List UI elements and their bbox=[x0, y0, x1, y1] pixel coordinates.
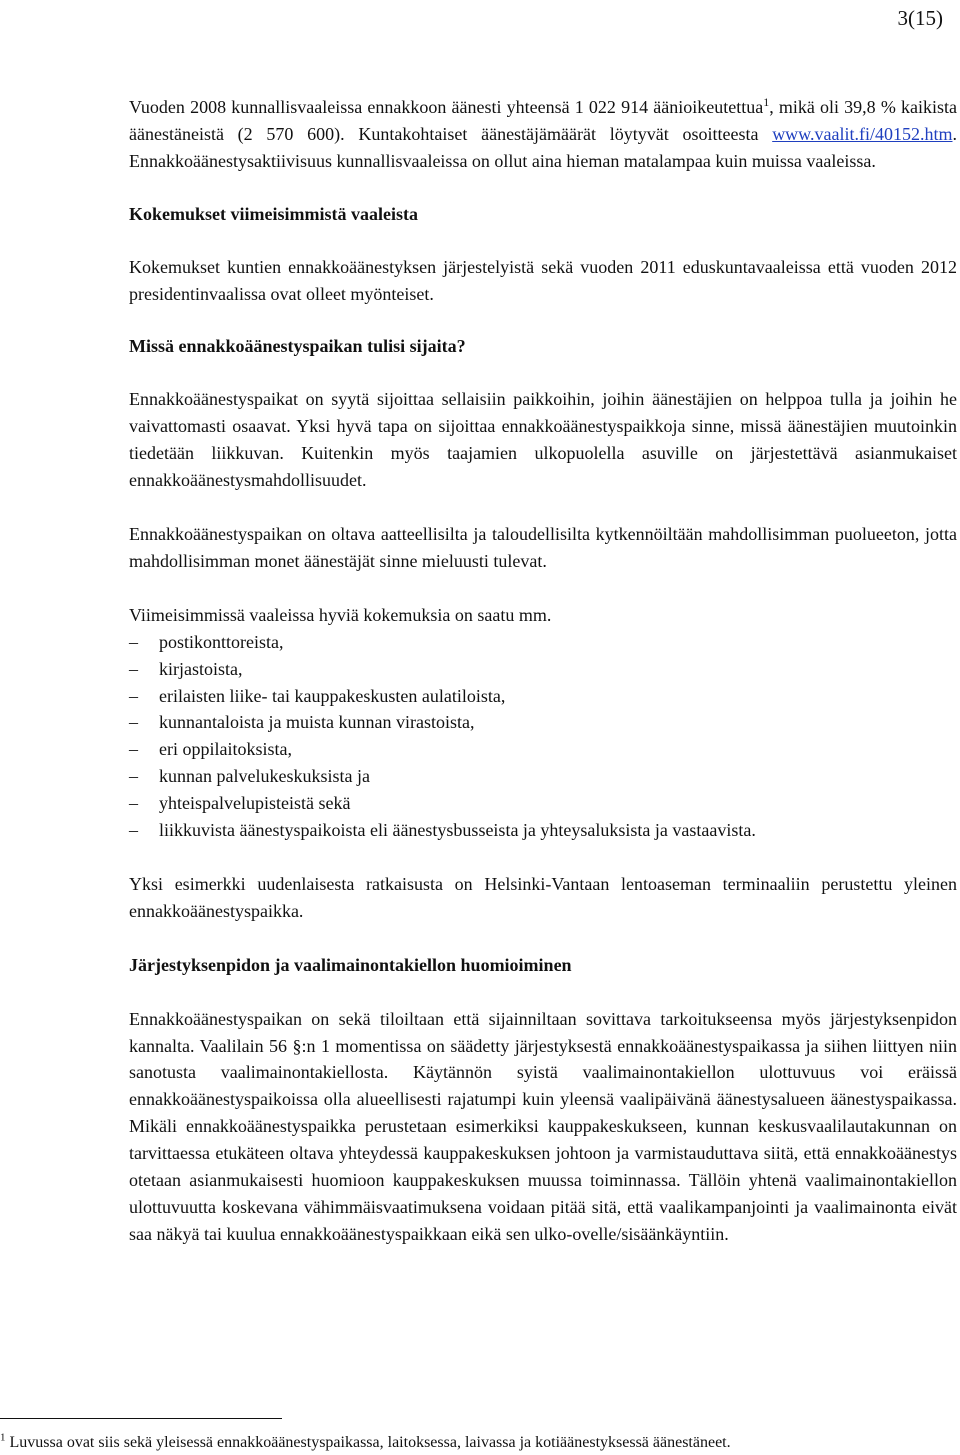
list-dash: – bbox=[129, 739, 138, 760]
intro-text-3: . Ennakkoäänestysaktiivisuus kunnallisvaaleissa on ollut aina hieman matalampaa kuin muissa vaaleissa. bbox=[129, 123, 957, 171]
footnote-marker: 1 bbox=[0, 1431, 6, 1444]
intro-paragraph bbox=[129, 94, 957, 175]
intro-text: Vuoden 2008 kunnallisvaaleissa ennakkoon äänesti yhteensä 1 022 914 äänioikeutettua bbox=[129, 97, 764, 117]
list-item bbox=[129, 817, 957, 844]
list-item bbox=[129, 656, 957, 683]
sijainti-paragraph-1: Ennakkoäänestyspaikat on syytä sijoittaa sellaisiin paikkoihin, joihin äänestäjien on helppoa tulla ja joihin he vaivattomasti osaavat. Yksi hyvä tapa on sijoittaa ennakkoäänestyspaikkoja sinne, missä äänestäjien muutoinkin tiedetään liikkuvan. Kuitenkin myös taajamien ulkopuolella asuville on järjestettävä asianmukaiset ennakkoäänestysmahdollisuudet. bbox=[129, 389, 957, 491]
list-item bbox=[129, 709, 957, 736]
list-item-text: kunnan palvelukeskuksista ja bbox=[159, 766, 370, 787]
list-item-text: eri oppilaitoksista, bbox=[159, 739, 292, 760]
section-heading-kokemukset: Kokemukset viimeisimmistä vaaleista bbox=[129, 203, 418, 224]
list-item-text: kirjastoista, bbox=[159, 658, 243, 679]
page-number: 3(15) bbox=[897, 6, 943, 30]
list-item-text: yhteispalvelupisteistä sekä bbox=[159, 793, 351, 814]
list-item bbox=[129, 629, 957, 656]
list-dash: – bbox=[129, 820, 138, 841]
footnote bbox=[0, 1432, 955, 1454]
list-dash: – bbox=[129, 658, 138, 679]
list-item bbox=[129, 683, 957, 710]
list-item bbox=[129, 763, 957, 790]
vaalit-link[interactable]: www.vaalit.fi/40152.htm bbox=[772, 123, 953, 144]
list-dash: – bbox=[129, 685, 138, 706]
footnote-divider bbox=[0, 1418, 282, 1419]
list-item-text: kunnantaloista ja muista kunnan virastoista, bbox=[159, 712, 475, 733]
intro-text-2: , mikä oli 39,8 % kaikista äänestäneistä (2 570 600). Kuntakohtaiset äänestäjämäärät löytyvät osoitteesta bbox=[129, 97, 957, 144]
list-item-text: postikonttoreista, bbox=[159, 631, 284, 652]
list-dash: – bbox=[129, 766, 138, 787]
section-heading-jarjestyksenpito: Järjestyksenpidon ja vaalimainontakiellon huomioiminen bbox=[129, 954, 572, 975]
kokemukset-paragraph: Kokemukset kuntien ennakkoäänestyksen järjestelyistä sekä vuoden 2011 eduskuntavaaleissa että vuoden 2012 presidentinvaalissa ovat olleet myönteiset. bbox=[129, 256, 957, 304]
list-dash: – bbox=[129, 793, 138, 814]
list-intro: Viimeisimmissä vaaleissa hyviä kokemuksia on saatu mm. bbox=[129, 604, 552, 625]
sijainti-paragraph-2: Ennakkoäänestyspaikan on oltava aatteellisilta ja taloudellisilta kytkennöiltään mahdollisimman puolueeton, jotta mahdollisimman monet äänestäjät sinne mieluusti tulevat. bbox=[129, 523, 957, 571]
list-item-text: liikkuvista äänestyspaikoista eli äänestysbusseista ja yhteysaluksista ja vastaavista. bbox=[159, 820, 756, 841]
list-dash: – bbox=[129, 712, 138, 733]
footnote-text: Luvussa ovat siis sekä yleisessä ennakkoäänestyspaikassa, laitoksessa, laivassa ja kotiäänestyksessä äänestäneet. bbox=[5, 1434, 731, 1451]
list-item-text: erilaisten liike- tai kauppakeskusten aulatiloista, bbox=[159, 685, 506, 706]
list-item bbox=[129, 736, 957, 763]
list-dash: – bbox=[129, 631, 138, 652]
document-body bbox=[129, 94, 957, 1248]
footnote-reference: 1 bbox=[763, 95, 770, 109]
list-item bbox=[129, 790, 957, 817]
jarjestyksenpito-paragraph: Ennakkoäänestyspaikan on sekä tiloiltaan että sijainniltaan sovittava tarkoitukseensa myös järjestyksenpidon kannalta. Vaalilain 56 §:n 1 momentissa on säädetty järjestyksestä ennakkoäänestyspaikassa ja siihen liittyen niin sanotusta vaalimainontakiellosta. Käytännön syistä vaalimainontakiellon ulottuvuus voi eräissä ennakkoäänestyspaikoissa olla alueellisesti rajatumpi kuin yleensä vaalipäivänä äänestysalueen äänestyspaikassa. Mikäli ennakkoäänestyspaikka perustetaan esimerkiksi kauppakeskukseen, kunnan keskusvaalilautakunnan on tarvittaessa etukäteen oltava yhteydessä kauppakeskuksen johtoon ja varmistauduttava siitä, että ennakkoäänestys otetaan asianmukaisesti huomioon kauppakeskuksen muussa toiminnassa. Tällöin yhtenä vaalimainontakiellon ulottuvuutta koskevana vähimmäisvaatimuksena voidaan pitää sitä, että vaalikampanjointi ja vaalimainonta eivät saa näkyä tai kuulua ennakkoäänestyspaikkaan eikä sen ulko-ovelle/sisäänkäyntiin. bbox=[129, 1008, 957, 1244]
section-heading-sijainti: Missä ennakkoäänestyspaikan tulisi sijaita? bbox=[129, 336, 466, 357]
locations-list bbox=[129, 629, 957, 844]
helsinki-vantaa-paragraph: Yksi esimerkki uudenlaisesta ratkaisusta on Helsinki-Vantaan lentoaseman terminaaliin perustettu yleinen ennakkoäänestyspaikka. bbox=[129, 873, 957, 921]
